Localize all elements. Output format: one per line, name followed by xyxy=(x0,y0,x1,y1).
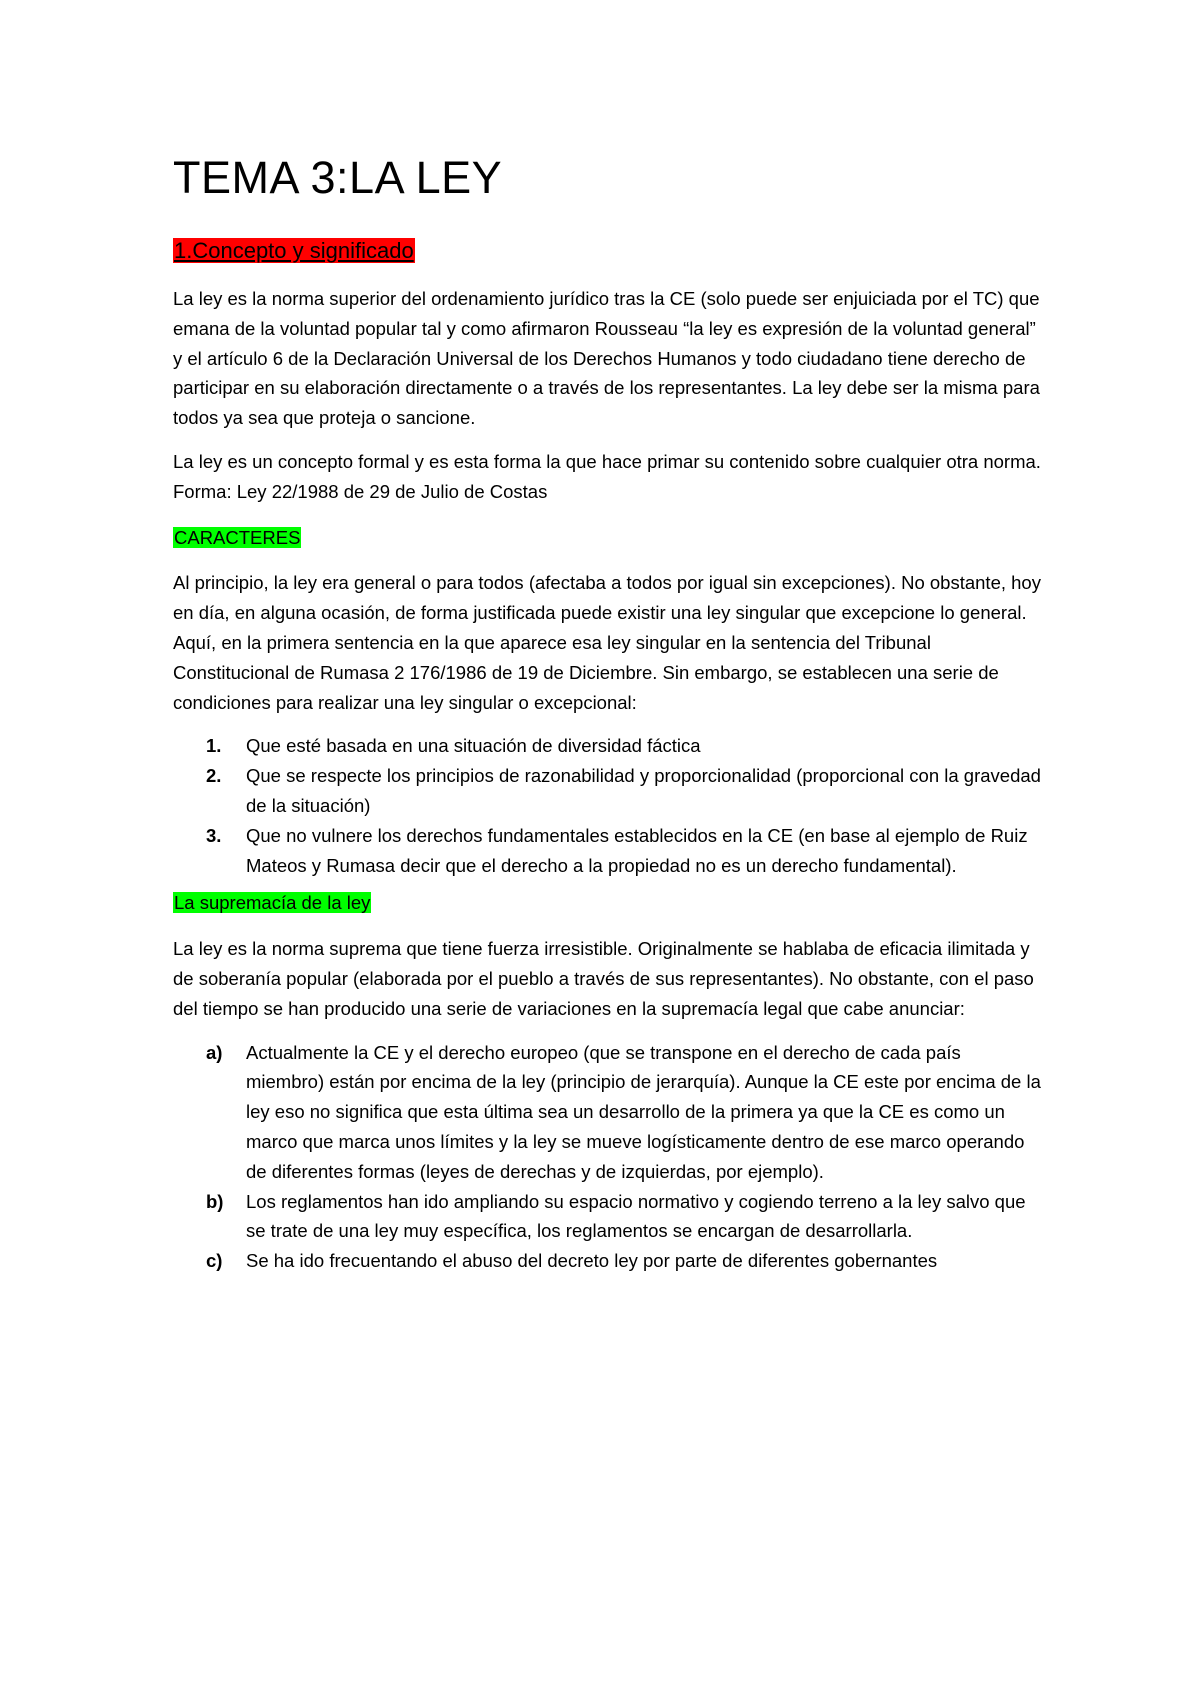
list-item-text: Se ha ido frecuentando el abuso del decreto ley por parte de diferentes gobernantes xyxy=(246,1250,938,1272)
document-page xyxy=(173,150,1043,1276)
paragraph-concepto-2: La ley es un concepto formal y es esta forma la que hace primar su contenido sobre cualquier otra norma. Forma: Ley 22/1988 de 29 de Julio de Costas xyxy=(173,450,1041,502)
section-heading-label: 1.Concepto y significado xyxy=(174,238,414,263)
list-item xyxy=(173,821,1043,881)
list-item xyxy=(173,731,1043,761)
document-title: TEMA 3:LA LEY xyxy=(173,152,503,203)
list-item-text: Que esté basada en una situación de diversidad fáctica xyxy=(246,735,701,757)
list-marker: 2. xyxy=(206,765,222,787)
paragraph-caracteres: Al principio, la ley era general o para todos (afectaba a todos por igual sin excepciones). No obstante, hoy en día, en alguna ocasión, de forma justificada puede existir una ley singular que excepcione lo general. Aquí, en la primera sentencia en la que aparece esa ley singular en la sentencia del Tribunal Constitucional de Rumasa 2 176/1986 de 19 de Diciembre. Sin embargo, se establecen una serie de condiciones para realizar una ley singular o excepcional: xyxy=(173,572,1041,713)
list-marker: 3. xyxy=(206,824,222,846)
subheading-label: CARACTERES xyxy=(174,526,301,548)
list-item-text: Actualmente la CE y el derecho europeo (que se transpone en el derecho de cada país miembro) están por encima de la ley (principio de jerarquía). Aunque la CE este por encima de la ley eso no significa que esta última sea un desarrollo de la primera ya que la CE es como un marco que marca unos límites y la ley se mueve logísticamente dentro de ese marco operando de diferentes formas (leyes de derechas y de izquierdas, por ejemplo). xyxy=(246,1041,1041,1182)
list-marker: c) xyxy=(206,1250,223,1272)
list-item-text: Que se respecte los principios de razonabilidad y proporcionalidad (proporcional con la gravedad de la situación) xyxy=(246,765,1041,816)
subheading-caracteres xyxy=(173,523,1043,553)
lettered-list-variations xyxy=(173,1038,1043,1276)
list-item-text: Que no vulnere los derechos fundamentales establecidos en la CE (en base al ejemplo de Ruiz Mateos y Rumasa decir que el derecho a la propiedad no es un derecho fundamental). xyxy=(246,824,1028,876)
list-marker: 1. xyxy=(206,735,222,757)
numbered-list-conditions xyxy=(173,731,1043,880)
list-marker: a) xyxy=(206,1041,223,1063)
subheading-label: La supremacía de la ley xyxy=(174,892,371,914)
paragraph-supremacia: La ley es la norma suprema que tiene fuerza irresistible. Originalmente se hablaba de eficacia ilimitada y de soberanía popular (elaborada por el pueblo a través de sus representantes). No obstante, con el paso del tiempo se han producido una serie de variaciones en la supremacía legal que cabe anunciar: xyxy=(173,938,1034,1019)
list-item-text: Los reglamentos han ido ampliando su espacio normativo y cogiendo terreno a la ley salvo que se trate de una ley muy específica, los reglamentos se encargan de desarrollarla. xyxy=(246,1190,1026,1242)
list-item xyxy=(173,761,1043,821)
list-item xyxy=(173,1187,1043,1247)
list-marker: b) xyxy=(206,1190,224,1212)
section-heading-concepto xyxy=(173,236,1043,266)
list-item xyxy=(173,1246,1043,1276)
list-item xyxy=(173,1038,1043,1187)
subheading-supremacia xyxy=(173,888,1043,918)
paragraph-concepto-1: La ley es la norma superior del ordenamiento jurídico tras la CE (solo puede ser enjuiciada por el TC) que emana de la voluntad popular tal y como afirmaron Rousseau “la ley es expresión de la voluntad general” y el artículo 6 de la Declaración Universal de los Derechos Humanos y todo ciudadano tiene derecho de participar en su elaboración directamente o a través de los representantes. La ley debe ser la misma para todos ya sea que proteja o sancione. xyxy=(173,288,1040,429)
